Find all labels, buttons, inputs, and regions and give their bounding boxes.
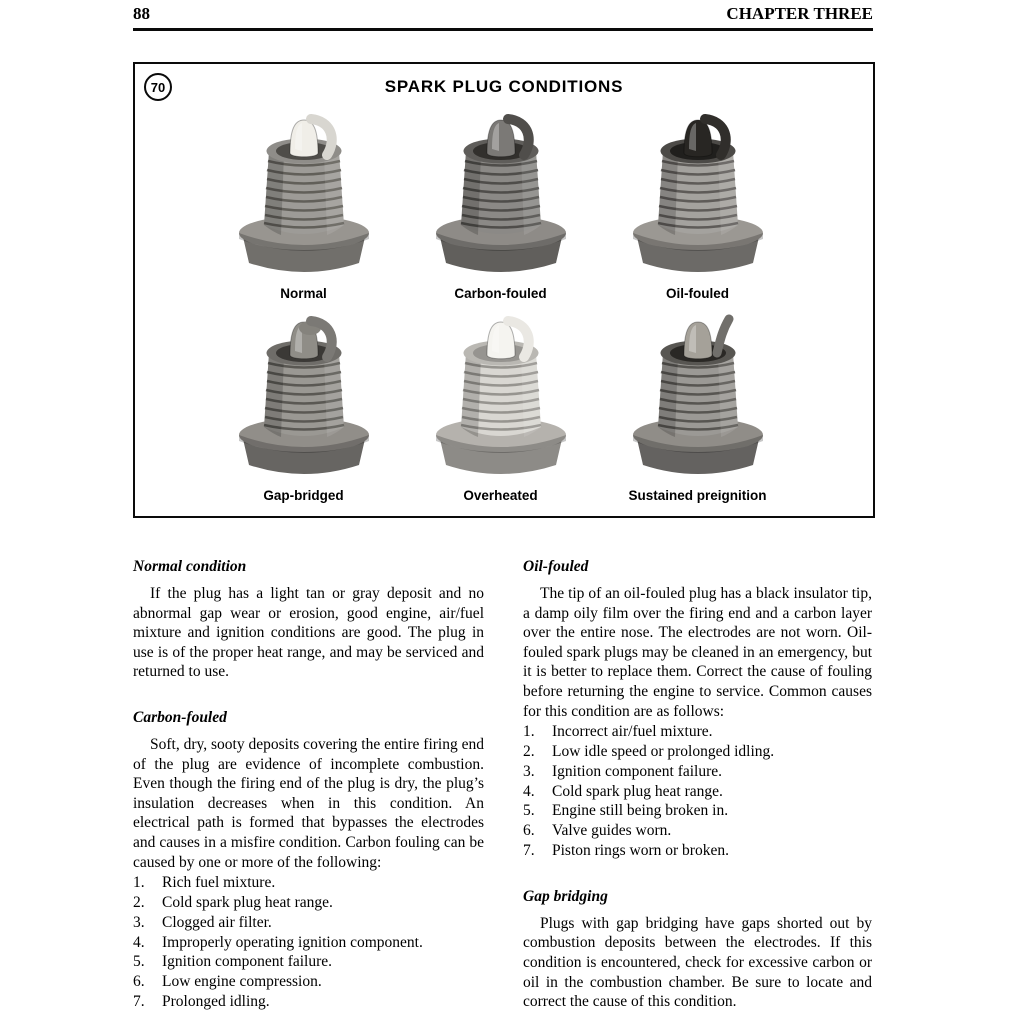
list-text: Rich fuel mixture.: [162, 874, 276, 892]
right-column: [523, 557, 872, 1012]
plug-label: Gap-bridged: [263, 488, 344, 503]
list-number: 3.: [133, 913, 145, 931]
plug-label: Sustained preignition: [628, 488, 767, 503]
list-item: [523, 782, 872, 802]
spark-plug-photo-icon: [618, 313, 778, 481]
list-number: 2.: [523, 742, 535, 760]
list-item: [133, 972, 484, 992]
plug-cell-oil-fouled: [599, 111, 796, 303]
list-number: 5.: [523, 802, 535, 820]
list-text: Cold spark plug heat range.: [552, 782, 723, 800]
list-item: [523, 821, 872, 841]
paragraph-normal: If the plug has a light tan or gray deposit and no abnormal gap wear or erosion, good engine, air/fuel mixture and ignition conditions are good. The plug in use is of the proper heat range, and may be serviced and returned to use.: [133, 585, 484, 681]
figure-number-badge: 70: [144, 73, 172, 101]
spark-plug-photo-icon: [421, 111, 581, 279]
list-item: [133, 992, 484, 1012]
oil-causes-list: [523, 722, 872, 861]
list-text: Prolonged idling.: [162, 992, 270, 1010]
list-item: [523, 801, 872, 821]
section-heading-gap: Gap bridging: [523, 887, 608, 905]
plug-cell-gap-bridged: [205, 313, 402, 505]
list-item: [523, 841, 872, 861]
list-item: [133, 952, 484, 972]
page-number: 88: [133, 4, 150, 23]
list-number: 2.: [133, 893, 145, 911]
spark-plug-photo-icon: [421, 313, 581, 481]
section-heading-normal: Normal condition: [133, 558, 247, 575]
list-text: Low engine compression.: [162, 973, 322, 991]
list-item: [133, 893, 484, 913]
list-text: Piston rings worn or broken.: [552, 841, 729, 859]
list-number: 7.: [523, 841, 535, 859]
list-number: 5.: [133, 953, 145, 971]
spark-plug-photo-icon: [618, 111, 778, 279]
spark-plug-photo-icon: [224, 111, 384, 279]
plug-label: Oil-fouled: [666, 286, 729, 301]
left-column: [133, 557, 484, 1012]
carbon-causes-list: [133, 873, 484, 1012]
spark-plug-grid: [205, 111, 873, 505]
spark-plug-photo-icon: [224, 313, 384, 481]
plug-cell-carbon-fouled: [402, 111, 599, 303]
list-item: [133, 873, 484, 893]
list-text: Clogged air filter.: [162, 913, 272, 931]
chapter-title: CHAPTER THREE: [726, 4, 873, 23]
list-item: [523, 742, 872, 762]
paragraph-gap: Plugs with gap bridging have gaps shorted out by combustion deposits between the electrodes. If this condition is encountered, check for excessive carbon or oil in the combustion chamber. Be sure to locate and correct the cause of this condition.: [523, 914, 872, 1011]
plug-cell-sustained-preignition: [599, 313, 796, 505]
list-number: 3.: [523, 762, 535, 780]
list-item: [523, 722, 872, 742]
list-text: Ignition component failure.: [552, 762, 723, 780]
paragraph-oil: The tip of an oil-fouled plug has a black insulator tip, a damp oily film over the firing end and a carbon layer over the entire nose. The electrodes are not worn. Oil-fouled spark plugs may be cleaned in an emergency, but it is better to replace them. Correct the cause of fouling before returning the engine to service. Common causes for this condition are as follows:: [523, 585, 872, 720]
list-text: Cold spark plug heat range.: [162, 893, 333, 911]
figure-box: [133, 62, 875, 518]
list-number: 1.: [133, 874, 145, 892]
page-header: [133, 4, 873, 31]
list-number: 4.: [523, 782, 535, 800]
list-number: 1.: [523, 723, 535, 741]
list-item: [133, 913, 484, 933]
plug-label: Normal: [280, 286, 327, 301]
list-number: 6.: [133, 973, 145, 991]
list-text: Ignition component failure.: [162, 953, 333, 971]
list-text: Valve guides worn.: [552, 822, 672, 840]
plug-cell-overheated: [402, 313, 599, 505]
list-text: Improperly operating ignition component.: [162, 933, 423, 951]
paragraph-carbon: Soft, dry, sooty deposits covering the entire firing end of the plug are evidence of incomplete combustion. Even though the firing end of the plug is dry, the plug’s insulation decreases when in this condition. An electrical path is formed that bypasses the electrodes and causes in a misfire condition. Carbon fouling can be caused by one or more of the following:: [133, 735, 484, 871]
list-item: [133, 933, 484, 953]
plug-label: Carbon-fouled: [454, 286, 547, 301]
list-number: 4.: [133, 933, 145, 951]
list-item: [523, 762, 872, 782]
list-number: 6.: [523, 822, 535, 840]
list-text: Engine still being broken in.: [552, 802, 729, 820]
plug-cell-normal: [205, 111, 402, 303]
section-heading-oil: Oil-fouled: [523, 558, 589, 575]
list-text: Incorrect air/fuel mixture.: [552, 723, 713, 741]
list-text: Low idle speed or prolonged idling.: [552, 742, 775, 760]
plug-label: Overheated: [463, 488, 538, 503]
figure-title: SPARK PLUG CONDITIONS: [384, 77, 624, 96]
list-number: 7.: [133, 992, 145, 1010]
section-heading-carbon: Carbon-fouled: [133, 708, 227, 726]
